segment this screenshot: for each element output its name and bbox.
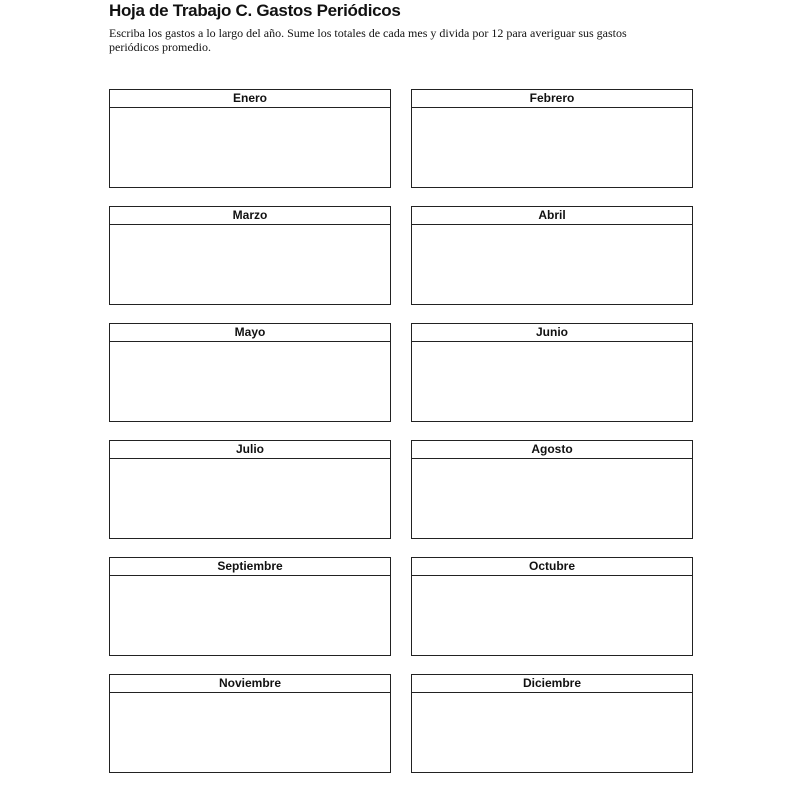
- month-header: Agosto: [412, 441, 692, 459]
- worksheet-instructions: Escriba los gastos a lo largo del año. Sume los totales de cada mes y divida por 12 para averiguar sus gastos periódicos promedio.: [109, 26, 627, 54]
- month-box-octubre: [411, 557, 693, 656]
- month-box-septiembre: [109, 557, 391, 656]
- month-entry-area[interactable]: [110, 693, 390, 772]
- month-box-julio: [109, 440, 391, 539]
- month-header: Enero: [110, 90, 390, 108]
- month-entry-area[interactable]: [412, 342, 692, 421]
- month-entry-area[interactable]: [110, 459, 390, 538]
- month-box-febrero: [411, 89, 693, 188]
- month-entry-area[interactable]: [110, 576, 390, 655]
- month-header: Febrero: [412, 90, 692, 108]
- month-box-enero: [109, 89, 391, 188]
- month-entry-area[interactable]: [110, 108, 390, 187]
- month-grid: [109, 89, 694, 773]
- month-header: Abril: [412, 207, 692, 225]
- month-box-noviembre: [109, 674, 391, 773]
- month-header: Septiembre: [110, 558, 390, 576]
- month-box-mayo: [109, 323, 391, 422]
- month-header: Junio: [412, 324, 692, 342]
- month-entry-area[interactable]: [110, 225, 390, 304]
- month-entry-area[interactable]: [110, 342, 390, 421]
- month-box-diciembre: [411, 674, 693, 773]
- month-header: Julio: [110, 441, 390, 459]
- month-box-junio: [411, 323, 693, 422]
- month-entry-area[interactable]: [412, 459, 692, 538]
- worksheet-title: Hoja de Trabajo C. Gastos Periódicos: [109, 1, 401, 20]
- month-entry-area[interactable]: [412, 108, 692, 187]
- month-box-agosto: [411, 440, 693, 539]
- month-entry-area[interactable]: [412, 225, 692, 304]
- month-box-marzo: [109, 206, 391, 305]
- month-header: Marzo: [110, 207, 390, 225]
- month-header: Mayo: [110, 324, 390, 342]
- month-header: Diciembre: [412, 675, 692, 693]
- month-entry-area[interactable]: [412, 576, 692, 655]
- month-header: Octubre: [412, 558, 692, 576]
- month-entry-area[interactable]: [412, 693, 692, 772]
- month-box-abril: [411, 206, 693, 305]
- month-header: Noviembre: [110, 675, 390, 693]
